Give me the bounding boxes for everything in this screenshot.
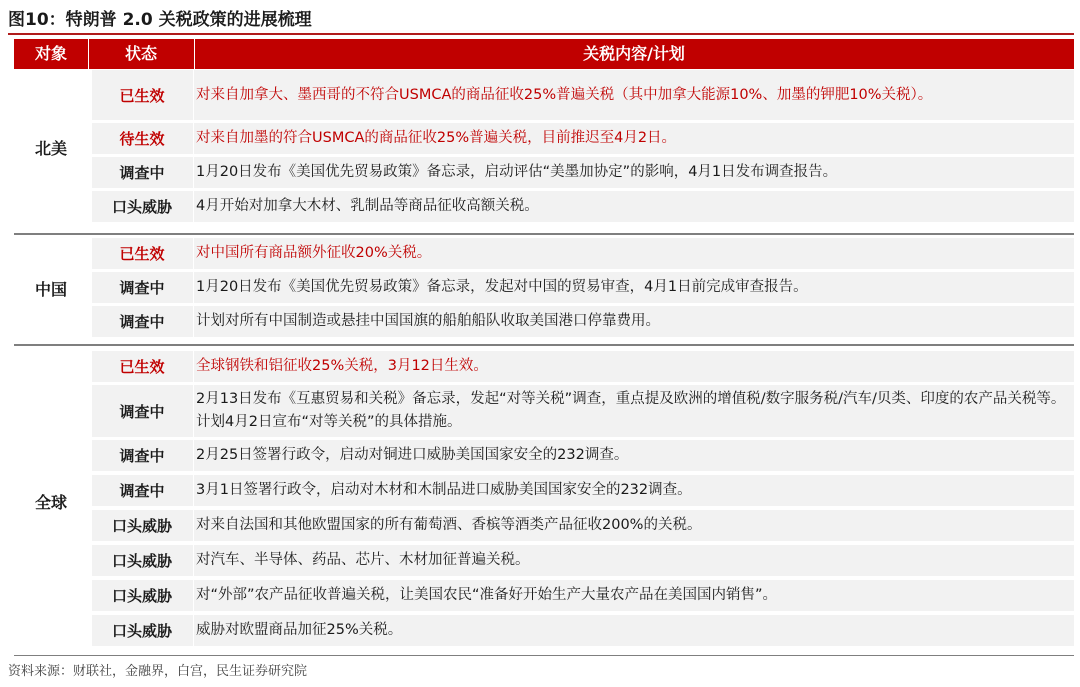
group-object-label: 北美 xyxy=(34,138,67,158)
figure-title: 图10：特朗普 2.0 关税政策的进展梳理 xyxy=(8,10,312,30)
status-cell: 调查中 xyxy=(119,164,165,182)
table-row xyxy=(92,615,1074,646)
status-cell: 待生效 xyxy=(119,130,165,148)
status-cell: 已生效 xyxy=(119,358,165,376)
content-cell: 4月开始对加拿大木材、乳制品等商品征收高额关税。 xyxy=(196,198,539,214)
table-row xyxy=(92,510,1074,541)
header-content: 关税内容/计划 xyxy=(583,44,685,63)
content-cell: 对来自加拿大、墨西哥的不符合USMCA的商品征收25%普遍关税（其中加拿大能源10%、加墨的钾肥10%关税）。 xyxy=(196,86,933,103)
table-row xyxy=(92,191,1074,222)
content-cell: 威胁对欧盟商品加征25%关税。 xyxy=(196,622,403,638)
status-cell: 已生效 xyxy=(119,86,165,105)
content-cell: 对“外部”农产品征收普遍关税，让美国农民“准备好开始生产大量农产品在美国国内销售”。 xyxy=(196,587,778,603)
table-bottom-rule xyxy=(14,655,1074,656)
status-cell: 口头威胁 xyxy=(111,517,172,535)
source-note: 资料来源：财联社，金融界，白宫，民生证券研究院 xyxy=(8,664,308,679)
group-object-label: 全球 xyxy=(34,492,67,512)
table-row xyxy=(92,385,1074,437)
status-cell: 调查中 xyxy=(119,447,165,465)
table-row xyxy=(92,475,1074,506)
content-cell: 1月20日发布《美国优先贸易政策》备忘录，发起对中国的贸易审查，4月1日前完成审查报告。 xyxy=(196,279,808,295)
group-china xyxy=(14,238,1074,338)
status-cell: 口头威胁 xyxy=(111,622,172,640)
content-cell: 对来自法国和其他欧盟国家的所有葡萄酒、香槟等酒类产品征收200%的关税。 xyxy=(196,517,702,533)
status-cell: 口头威胁 xyxy=(111,198,172,216)
table-row xyxy=(92,440,1074,471)
table-row xyxy=(92,157,1074,188)
content-cell: 2月13日发布《互惠贸易和关税》备忘录，发起“对等关税”调查，重点提及欧洲的增值税/数字服务税/汽车/贝类、印度的农产品关税等。计划4月2日宣布“对等关税”的具体措施。 xyxy=(196,391,1066,430)
content-cell: 3月1日签署行政令，启动对木材和木制品进口威胁美国国家安全的232调查。 xyxy=(196,482,692,498)
table-row xyxy=(92,70,1074,120)
content-cell: 全球钢铁和铝征收25%关税，3月12日生效。 xyxy=(196,358,488,374)
content-cell: 对汽车、半导体、药品、芯片、木材加征普遍关税。 xyxy=(196,552,530,568)
header-object: 对象 xyxy=(34,44,67,63)
content-cell: 1月20日发布《美国优先贸易政策》备忘录，启动评估“美墨加协定”的影响，4月1日发布调查报告。 xyxy=(196,164,838,180)
status-cell: 调查中 xyxy=(119,402,165,421)
table-row xyxy=(92,351,1074,382)
table-row xyxy=(92,580,1074,611)
header-status: 状态 xyxy=(124,44,157,63)
group-divider xyxy=(14,344,1074,346)
group-global xyxy=(14,351,1074,651)
content-cell: 对中国所有商品额外征收20%关税。 xyxy=(196,245,432,261)
table-row xyxy=(92,306,1074,337)
table-row xyxy=(92,123,1074,154)
table-header xyxy=(14,39,1074,69)
group-object-label: 中国 xyxy=(34,279,67,299)
content-cell: 计划对所有中国制造或悬挂中国国旗的船舶船队收取美国港口停靠费用。 xyxy=(196,313,660,329)
status-cell: 口头威胁 xyxy=(111,552,172,570)
status-cell: 调查中 xyxy=(119,482,165,500)
status-cell: 已生效 xyxy=(119,245,165,263)
status-cell: 口头威胁 xyxy=(111,587,172,605)
content-cell: 对来自加墨的符合USMCA的商品征收25%普遍关税，目前推迟至4月2日。 xyxy=(196,130,677,146)
table-row xyxy=(92,545,1074,576)
table-row xyxy=(92,238,1074,269)
table-row xyxy=(92,272,1074,303)
title-rule xyxy=(8,33,1074,35)
content-cell: 2月25日签署行政令，启动对铜进口威胁美国国家安全的232调查。 xyxy=(196,447,629,463)
status-cell: 调查中 xyxy=(119,279,165,297)
group-divider xyxy=(14,233,1074,235)
status-cell: 调查中 xyxy=(119,313,165,331)
group-north-america xyxy=(14,70,1074,224)
